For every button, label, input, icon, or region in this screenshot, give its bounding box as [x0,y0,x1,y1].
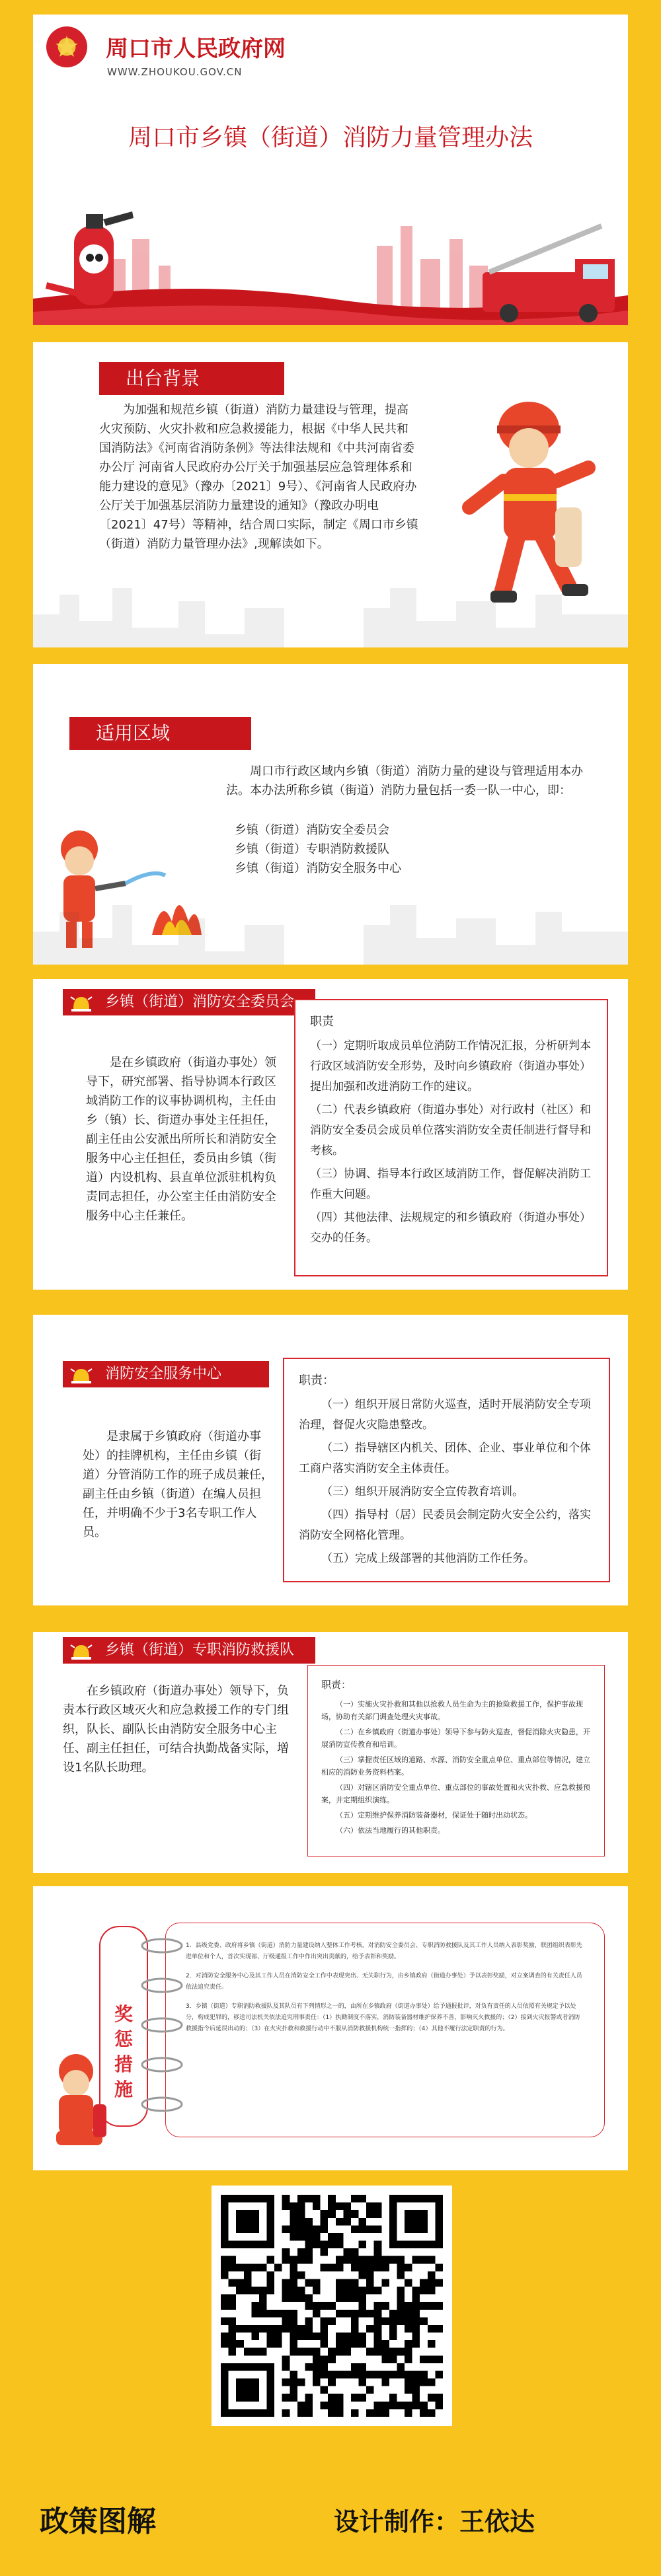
background-tag: 出台背景 [99,362,284,395]
scope-item-2: 乡镇（街道）专职消防救援队 [235,842,389,856]
reward-item-2: 2．对消防安全服务中心及其工作人员在消防安全工作中表现突出、无失职行为，由乡镇政府（街道办事处）予以表彰奖励，对立案调查的有关责任人员依法追究责任。 [186,1973,582,1991]
team-card [33,1632,628,1873]
team-duty-1: （一）实施火灾扑救和其他以抢救人员生命为主的抢险救援工作，保护事故现场，协助有关部门调查处理火灾事故。 [321,1700,583,1721]
national-emblem [46,26,87,67]
center-duty-box [283,1358,610,1582]
center-tag-label: 消防安全服务中心 [105,1366,222,1382]
site-url[interactable]: WWW.ZHOUKOU.GOV.CN [107,66,243,78]
reward-item-3: 3．乡镇（街道）专职消防救援队及其队员有下列情形之一的，由所在乡镇政府（街道办事处）给予通报批评，对负有责任的人员依照有关规定予以处分，构成犯罪的，移送司法机关依法追究刑事责任：（1）执勤制度不落实，消防装备器材维护保养不善，影响灭火救援的；（2）接到火灾报警或者消防救援指令后延误出动的；（3）在火灾扑救和救援行动中不服从消防救援机构统一指挥的；（4）其他不履行法定职责的行为。 [186,2003,580,2032]
scope-text: 周口市行政区域内乡镇（街道）消防力量的建设与管理适用本办法。本办法所称乡镇（街道）消防力量包括一委一队一中心，即： [226,764,583,797]
committee-duty-box [294,999,608,1276]
reward-item-1: 1．县级党委、政府将乡镇（街道）消防力量建设纳入整体工作考核，对消防安全委员会、专职消防救援队及其工作人员纳入表彰奖励，联团组织表彰先进单位和个人，首次实现部、厅级通报工作中作出突出贡献的，给予表彰和奖励。 [186,1942,582,1960]
qr-code-pattern [221,2195,443,2417]
alarm-bell-icon [69,992,93,1013]
team-duty-4: （四）对辖区消防安全重点单位、重点部位的事故处置和火灾扑救、应急救援预案，并定期组织演练。 [321,1783,590,1804]
center-duty-5: （五）完成上级部署的其他消防工作任务。 [321,1552,535,1565]
team-tag [63,1637,315,1664]
committee-duty-title: 职责 [310,1015,334,1029]
committee-tag [63,989,315,1015]
center-duty-1: （一）组织开展日常防火巡查，适时开展消防安全专项治理，督促火灾隐患整改。 [299,1398,591,1432]
firefighter-sitting-icon [43,2051,122,2164]
reward-tag-char: 施 [114,2079,133,2100]
team-duty-2: （二）在乡镇政府（街道办事处）领导下参与防火巡查，督促消除火灾隐患，开展消防宣传教育和培训。 [321,1728,590,1749]
committee-tag-label: 乡镇（街道）消防安全委员会 [105,994,295,1010]
center-duty-2: （二）指导辖区内机关、团体、企业、事业单位和个体工商户落实消防安全主体责任。 [299,1442,591,1475]
committee-duty-2: （二）代表乡镇政府（街道办事处）对行政村（社区）和消防安全委员会成员单位落实消防安全责任制进行督导和考核。 [310,1103,591,1158]
scope-item-3: 乡镇（街道）消防安全服务中心 [235,862,401,875]
scope-item-1: 乡镇（街道）消防安全委员会 [235,823,389,837]
qr-code[interactable] [212,2186,452,2426]
team-duty-box [307,1665,605,1857]
background-text: 为加强和规范乡镇（街道）消防力量建设与管理，提高火灾预防、火灾扑救和应急救援能力，根据《中华人民共和国消防法》《河南省消防条例》等法律法规和《中共河南省委办公厅 河南省人民政府办公厅关于加强基层应急管理体系和能力建设的意见》（豫办〔2021〕9号）、《河南省人民政府办公厅关于加强基层消防力量建设的通知》（豫政办明电〔2021〕47号）等精神，结合周口实际，制定《周口市乡镇（街道）消防力量管理办法》,现解读如下。 [99,403,418,551]
center-card [33,1315,628,1605]
team-duty-5: （五）定期维护保养消防装备器材，保证处于随时出动状态。 [336,1811,532,1820]
reward-card [33,1886,628,2170]
header-banner [33,200,628,325]
center-tag [63,1361,269,1387]
committee-duty-4: （四）其他法律、法规规定的和乡镇政府（街道办事处）交办的任务。 [310,1211,591,1245]
skyline-watermark [33,575,628,647]
page-title: 周口市乡镇（街道）消防力量管理办法 [128,124,533,151]
team-duty-3: （三）掌握责任区域的道路、水源、消防安全重点单位、重点部位等情况，建立相应的消防业务资料档案。 [321,1755,590,1777]
center-duty-3: （三）组织开展消防安全宣传教育培训。 [321,1485,524,1498]
center-text: 是隶属于乡镇政府（街道办事处）的挂牌机构，主任由乡镇（街道）分管消防工作的班子成员兼任，副主任由乡镇（街道）在编人员担任，并明确不少于3名专职工作人员。 [83,1430,273,1539]
team-text: 在乡镇政府（街道办事处）领导下，负责本行政区域灭火和应急救援工作的专门组织，队长、副队长由消防安全服务中心主任、副主任担任，可结合执勤战备实际，增设1名队长助理。 [63,1684,289,1775]
alarm-bell-icon [69,1364,93,1385]
committee-card [33,979,628,1290]
background-card [33,342,628,647]
site-name[interactable]: 周口市人民政府网 [106,36,286,62]
scope-tag: 适用区域 [69,717,251,750]
ring-binding-icon [132,1919,192,2137]
center-duty-title: 职责： [299,1374,334,1387]
emblem-star-icon [46,26,87,67]
center-duty-4: （四）指导村（居）民委员会制定防火安全公约，落实消防安全网格化管理。 [299,1508,591,1542]
committee-duty-1: （一）定期听取成员单位消防工作情况汇报，分析研判本行政区域消防安全形势，及时向乡镇政府（街道办事处）提出加强和改进消防工作的建议。 [310,1039,591,1093]
header-card [33,15,628,325]
footer-left: 政策图解 [40,2505,156,2538]
alarm-bell-icon [69,1640,93,1661]
fire-truck-icon [483,226,615,322]
reward-tag-char: 奖 [114,2003,133,2025]
committee-text: 是在乡镇政府（街道办事处）领导下，研究部署、指导协调本行政区域消防工作的议事协调机构，主任由乡（镇）长、街道办事处主任担任，副主任由公安派出所所长和消防安全服务中心主任担任，委员由乡镇（街道）内设机构、县直单位派驻机构负责同志担任，办公室主任由消防安全服务中心主任兼任。 [86,1056,276,1223]
reward-tag-char: 措 [114,2053,133,2075]
scope-card [33,664,628,965]
skyline-watermark [33,892,628,965]
team-duty-title: 职责： [321,1679,352,1691]
reward-content-box [165,1923,605,2137]
reward-tag-char: 惩 [114,2028,133,2050]
footer-right: 设计制作：王依达 [334,2507,535,2536]
team-tag-label: 乡镇（街道）专职消防救援队 [105,1642,295,1658]
team-duty-6: （六）依法当地履行的其他职责。 [336,1826,445,1835]
committee-duty-3: （三）协调、指导本行政区域消防工作，督促解决消防工作重大问题。 [310,1167,591,1201]
